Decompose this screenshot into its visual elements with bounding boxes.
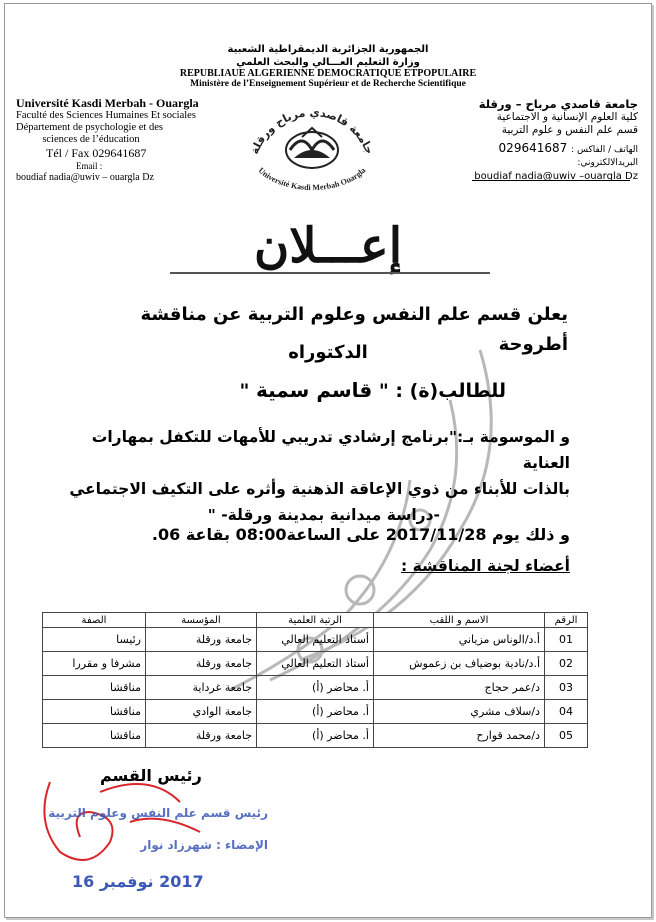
header-name: الاسم و اللقب: [374, 613, 545, 628]
thesis-line1: و الموسومة بـ:"برنامج إرشادي تدريبي للأمهات للتكفل بمهارات العناية: [91, 428, 570, 472]
phone-ar: 029641687: [498, 141, 568, 155]
ministry-ar: وزارة التعليم العـــالي والبحث العلمي: [236, 57, 420, 68]
thesis-line3: -دراسة ميدانية بمدينة ورقلة- ": [207, 506, 440, 524]
university-fr: Université Kasdi Merbah - Ouargla: [16, 96, 199, 110]
table-row: 05 د/محمد قوارح أ. محاضر (أ) جامعة ورقلة مناقشا: [43, 724, 588, 748]
thesis-block: [50, 424, 570, 528]
header-institution: المؤسسة: [146, 613, 257, 628]
department-ar: قسم علم النفس و علوم التربية: [501, 124, 638, 136]
page-title: إعـــلان: [253, 218, 403, 274]
student-name: قاسم سمية: [255, 378, 373, 402]
right-header-block: [438, 98, 638, 183]
university-logo: [232, 92, 392, 192]
header-rank: الرتبة العلمية: [257, 613, 374, 628]
header-number: الرقم: [545, 613, 588, 628]
department-fr-2: sciences de l’éducation: [42, 134, 140, 145]
email-fr: boudiaf nadia@uwiv – ouargla Dz: [16, 172, 154, 183]
signature-scribble: [30, 762, 230, 882]
faculty-ar: كلية العلوم الإنسانية و الاجتماعية: [496, 111, 638, 123]
email-label-fr: Email :: [76, 161, 103, 171]
tel-fr: Tél / Fax 029641687: [46, 146, 147, 160]
date-stamp: 2017 نوفمبر 16: [72, 872, 204, 891]
announcement-line1: يعلن قسم علم النفس وعلوم التربية عن مناقشة أطروحة: [140, 304, 568, 355]
table-row: 04 د/سلاف مشري أ. محاضر (أ) جامعة الوادي مناقشا: [43, 700, 588, 724]
table-row: 02 أ.د/نادية بوضياف بن زعموش أستاذ التعليم العالي جامعة ورقلة مشرفا و مقررا: [43, 652, 588, 676]
university-ar: جامعة قاصدي مرباح – ورقلة: [478, 97, 638, 111]
thesis-line2: بالذات للأبناء من ذوي الإعاقة الذهنية وأثره على التكيف الاجتماعي: [69, 480, 570, 498]
table-row: 01 أ.د/الوناس مزياني أستاذ التعليم العالي جامعة ورقلة رئيسا: [43, 628, 588, 652]
header-role: الصفة: [43, 613, 146, 628]
republic-fr: REPUBLIAUE ALGERIENNE DEMOCRATIQUE ETPOPULAIRE: [179, 68, 477, 79]
republic-ar: الجمهورية الجزائرية الديمقراطية الشعبية: [227, 44, 429, 55]
faculty-fr: Faculté des Sciences Humaines Et sociales: [16, 110, 196, 121]
official-stamp-line2: الإمضاء : شهرزاد نوار: [140, 838, 268, 852]
right-underline: [472, 180, 630, 181]
committee-heading: أعضاء لجنة المناقشة :: [400, 557, 570, 575]
official-stamp-line1: رئيس قسم علم النفس وعلوم التربية: [48, 806, 268, 820]
head-of-department-label: رئيس القسم: [100, 766, 202, 785]
department-fr-1: Département de psychologie et des: [16, 122, 163, 133]
date-line: و ذلك يوم 2017/11/28 على الساعة08:00 بقاعة 06.: [151, 525, 570, 544]
student-prefix: للطالب(ة) : ": [378, 380, 506, 402]
logo-arc-fr: Université Kasdi Merbah Ouargla: [256, 165, 368, 192]
logo-arc-ar: جامعة قاصدي مرباح ورقلة: [247, 105, 377, 157]
email-ar: boudiaf nadia@uwiv –ouargla Dz: [474, 171, 638, 182]
email-label-ar: البريدالالكتروني:: [577, 158, 638, 168]
announcement-line2: الدكتوراه: [288, 342, 368, 363]
title-underline: [170, 272, 490, 274]
table-row: 03 د/عمر حجاج أ. محاضر (أ) جامعة غرداية مناقشا: [43, 676, 588, 700]
phone-label-ar: الهاتف / الفاكس :: [571, 145, 638, 155]
student-line: [239, 378, 506, 402]
jury-table: [42, 612, 588, 748]
student-suffix: ": [239, 380, 250, 402]
table-header-row: [43, 613, 588, 628]
ministry-fr: Ministère de l’Enseignement Supérieur et de Recherche Scientifique: [190, 79, 466, 89]
left-header-block: [16, 96, 206, 184]
